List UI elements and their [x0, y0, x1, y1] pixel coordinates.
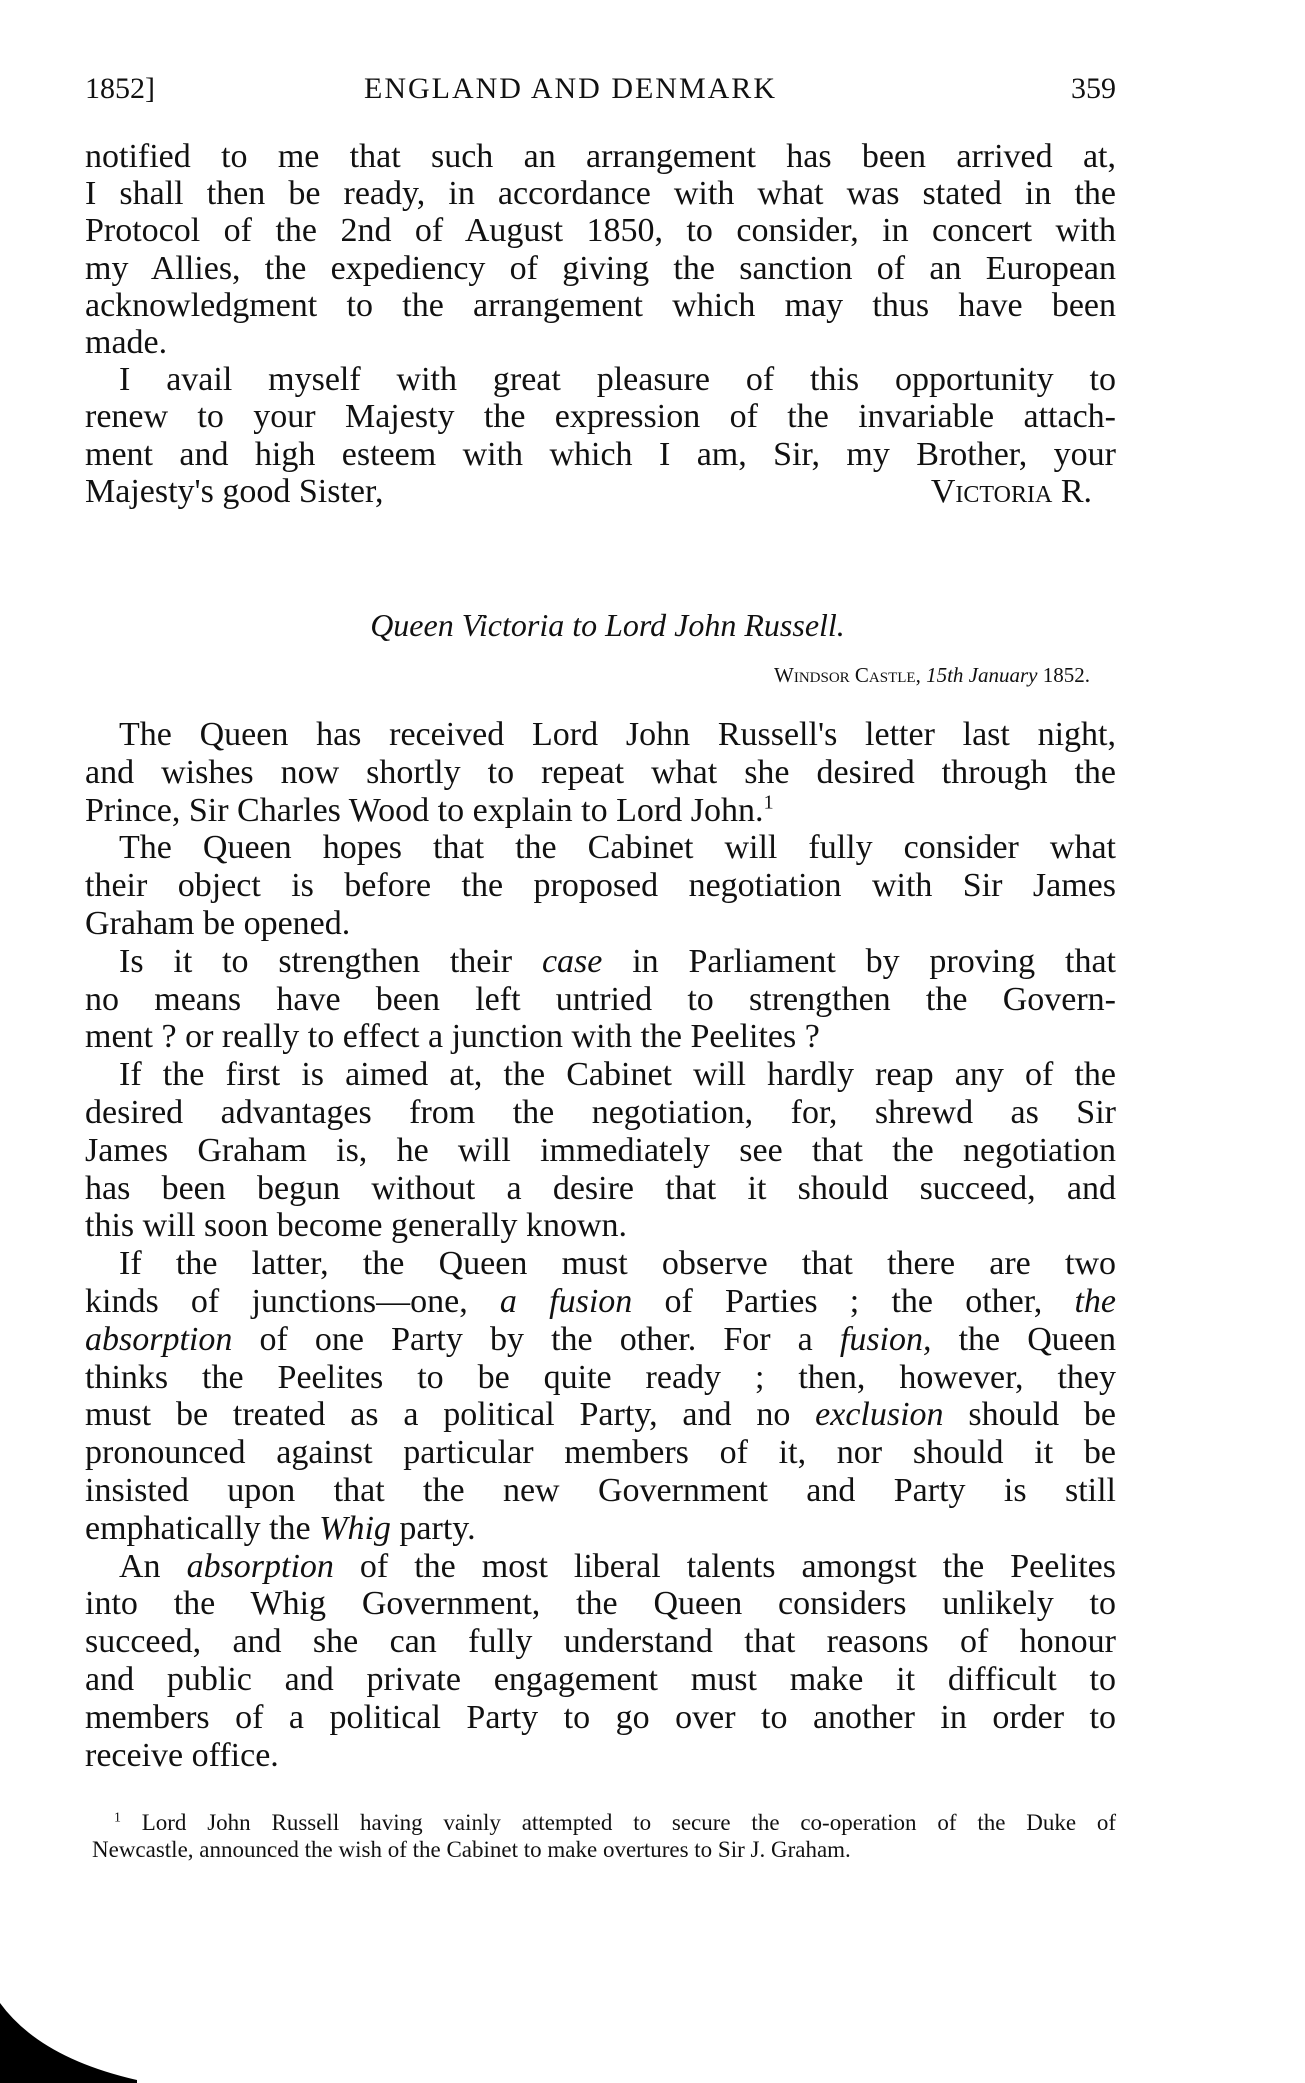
- text-segment: acknowledgment to the arrangement which may thus have been: [85, 286, 1116, 324]
- text-line: [85, 324, 1116, 361]
- text-line: [85, 1283, 1116, 1321]
- text-line: [85, 754, 1116, 792]
- text-segment: receive office.: [85, 1736, 279, 1774]
- text-segment: should be: [943, 1396, 1116, 1434]
- text-segment: into the Whig Government, the Queen considers unlikely to: [85, 1585, 1116, 1623]
- text-segment: Protocol of the 2nd of August 1850, to consider, in concert with: [85, 212, 1116, 250]
- text-segment: of one Party by the other. For a: [232, 1320, 840, 1358]
- text-segment: members of a political Party to go over to another in order to: [85, 1698, 1116, 1736]
- text-segment: Graham be opened.: [85, 904, 351, 942]
- text-segment: If the latter, the Queen must observe that there are two: [119, 1245, 1116, 1283]
- dateline-place: Windsor Castle,: [774, 663, 921, 687]
- text-segment: in Parliament by proving that: [602, 942, 1116, 980]
- letter-continuation: [85, 138, 1116, 510]
- italic-text: Whig: [319, 1509, 391, 1547]
- page-corner-shadow: [0, 1998, 140, 2083]
- footnote: [92, 1809, 1116, 1863]
- text-line: [85, 1661, 1116, 1699]
- italic-text: absorption: [186, 1547, 334, 1585]
- page-number: 359: [1071, 72, 1116, 105]
- text-segment: Is it to strengthen their: [119, 942, 542, 980]
- text-segment: renew to your Majesty the expression of the invariable attach-: [85, 398, 1116, 436]
- text-segment: party.: [390, 1509, 476, 1547]
- text-line: [85, 716, 1116, 754]
- text-line: [85, 1434, 1116, 1472]
- text-segment: my Allies, the expediency of giving the sanction of an European: [85, 249, 1116, 287]
- text-segment: If the first is aimed at, the Cabinet will hardly reap any of the: [119, 1056, 1116, 1094]
- text-line: [85, 1396, 1116, 1434]
- footnote-line: [92, 1836, 1116, 1863]
- text-segment: Majesty's good Sister,: [85, 472, 384, 510]
- text-segment: ment and high esteem with which I am, Sir, my Brother, your: [85, 435, 1116, 473]
- text-segment: made.: [85, 323, 168, 361]
- text-line: [85, 1018, 1116, 1056]
- footnote-text: Lord John Russell having vainly attempted to secure the co-operation of the Duke of: [141, 1810, 1116, 1835]
- dateline-year: 1852.: [1042, 663, 1090, 687]
- text-line: [85, 1359, 1116, 1397]
- text-segment: emphatically the: [85, 1509, 320, 1547]
- text-segment: succeed, and she can fully understand that reasons of honour: [85, 1623, 1116, 1661]
- text-line: [85, 138, 1116, 175]
- text-line: [85, 1094, 1116, 1132]
- text-segment: of the most liberal talents amongst the Peelites: [333, 1547, 1116, 1585]
- footnote-marker: 1: [114, 1809, 121, 1825]
- text-segment: Prince, Sir Charles Wood to explain to Lord John.: [85, 791, 764, 829]
- text-segment: James Graham is, he will immediately see that the negotiation: [85, 1131, 1116, 1169]
- italic-text: fusion,: [839, 1320, 932, 1358]
- text-line: [85, 1321, 1116, 1359]
- text-line: [85, 398, 1116, 435]
- text-line: [85, 792, 1116, 830]
- text-line: [85, 361, 1116, 398]
- text-line: [85, 175, 1116, 212]
- text-segment: pronounced against particular members of it, nor should it be: [85, 1434, 1116, 1472]
- letter-body: [85, 716, 1116, 1774]
- text-line: [85, 1585, 1116, 1623]
- text-segment: the Queen: [931, 1320, 1116, 1358]
- text-segment: The Queen hopes that the Cabinet will fully consider what: [119, 829, 1116, 867]
- text-segment: this will soon become generally known.: [85, 1207, 628, 1245]
- text-line: [85, 1056, 1116, 1094]
- text-segment: thinks the Peelites to be quite ready ; then, however, they: [85, 1358, 1116, 1396]
- text-segment: An: [119, 1547, 187, 1585]
- text-segment: has been begun without a desire that it should succeed, and: [85, 1169, 1116, 1207]
- text-line: [85, 287, 1116, 324]
- italic-text: a fusion: [499, 1282, 633, 1320]
- letter-title: Queen Victoria to Lord John Russell.: [370, 607, 845, 643]
- text-line: [85, 1472, 1116, 1510]
- italic-text: the: [1074, 1282, 1117, 1320]
- text-segment: their object is before the proposed negotiation with Sir James: [85, 867, 1116, 905]
- text-line: [85, 1132, 1116, 1170]
- text-segment: of Parties ; the other,: [632, 1282, 1075, 1320]
- text-segment: must be treated as a political Party, and no: [85, 1396, 816, 1434]
- footnote-line: [92, 1809, 1116, 1836]
- dateline-date: 15th January: [926, 663, 1038, 687]
- text-line: [85, 1245, 1116, 1283]
- text-segment: notified to me that such an arrangement has been arrived at,: [85, 138, 1116, 175]
- footnote-ref: 1: [763, 791, 774, 814]
- signature: Victoria R.: [930, 472, 1092, 510]
- text-segment: I shall then be ready, in accordance with what was stated in the: [85, 175, 1116, 213]
- text-segment: I avail myself with great pleasure of this opportunity to: [119, 361, 1116, 399]
- italic-text: absorption: [85, 1320, 233, 1358]
- text-line: [85, 905, 1116, 943]
- text-segment: kinds of junctions—one,: [85, 1282, 500, 1320]
- header-title: ENGLAND AND DENMARK: [364, 72, 777, 105]
- text-line: [85, 943, 1116, 981]
- text-segment: desired advantages from the negotiation, for, shrewd as Sir: [85, 1093, 1116, 1131]
- text-line: [85, 473, 1116, 510]
- text-line: [85, 1699, 1116, 1737]
- text-line: [85, 867, 1116, 905]
- text-line: [85, 1548, 1116, 1586]
- text-line: [85, 1207, 1116, 1245]
- text-line: [85, 1510, 1116, 1548]
- dateline: [774, 662, 1090, 688]
- header-year: 1852]: [85, 72, 155, 105]
- text-segment: and wishes now shortly to repeat what she desired through the: [85, 753, 1116, 791]
- text-line: [85, 250, 1116, 287]
- text-line: [85, 1170, 1116, 1208]
- text-segment: ment ? or really to effect a junction with the Peelites ?: [85, 1018, 820, 1056]
- italic-text: exclusion: [815, 1396, 944, 1434]
- text-segment: no means have been left untried to strengthen the Govern-: [85, 980, 1116, 1018]
- text-line: [85, 829, 1116, 867]
- text-line: [85, 981, 1116, 1019]
- text-line: [85, 212, 1116, 249]
- text-segment: The Queen has received Lord John Russell's letter last night,: [119, 716, 1116, 753]
- text-segment: and public and private engagement must make it difficult to: [85, 1660, 1116, 1698]
- italic-text: case: [541, 942, 603, 980]
- footnote-text: Newcastle, announced the wish of the Cabinet to make overtures to Sir J. Graham.: [92, 1837, 851, 1862]
- text-segment: insisted upon that the new Government and Party is still: [85, 1471, 1116, 1509]
- running-header: [85, 72, 1116, 112]
- text-line: [85, 1737, 1116, 1775]
- text-line: [85, 1623, 1116, 1661]
- text-line: [85, 436, 1116, 473]
